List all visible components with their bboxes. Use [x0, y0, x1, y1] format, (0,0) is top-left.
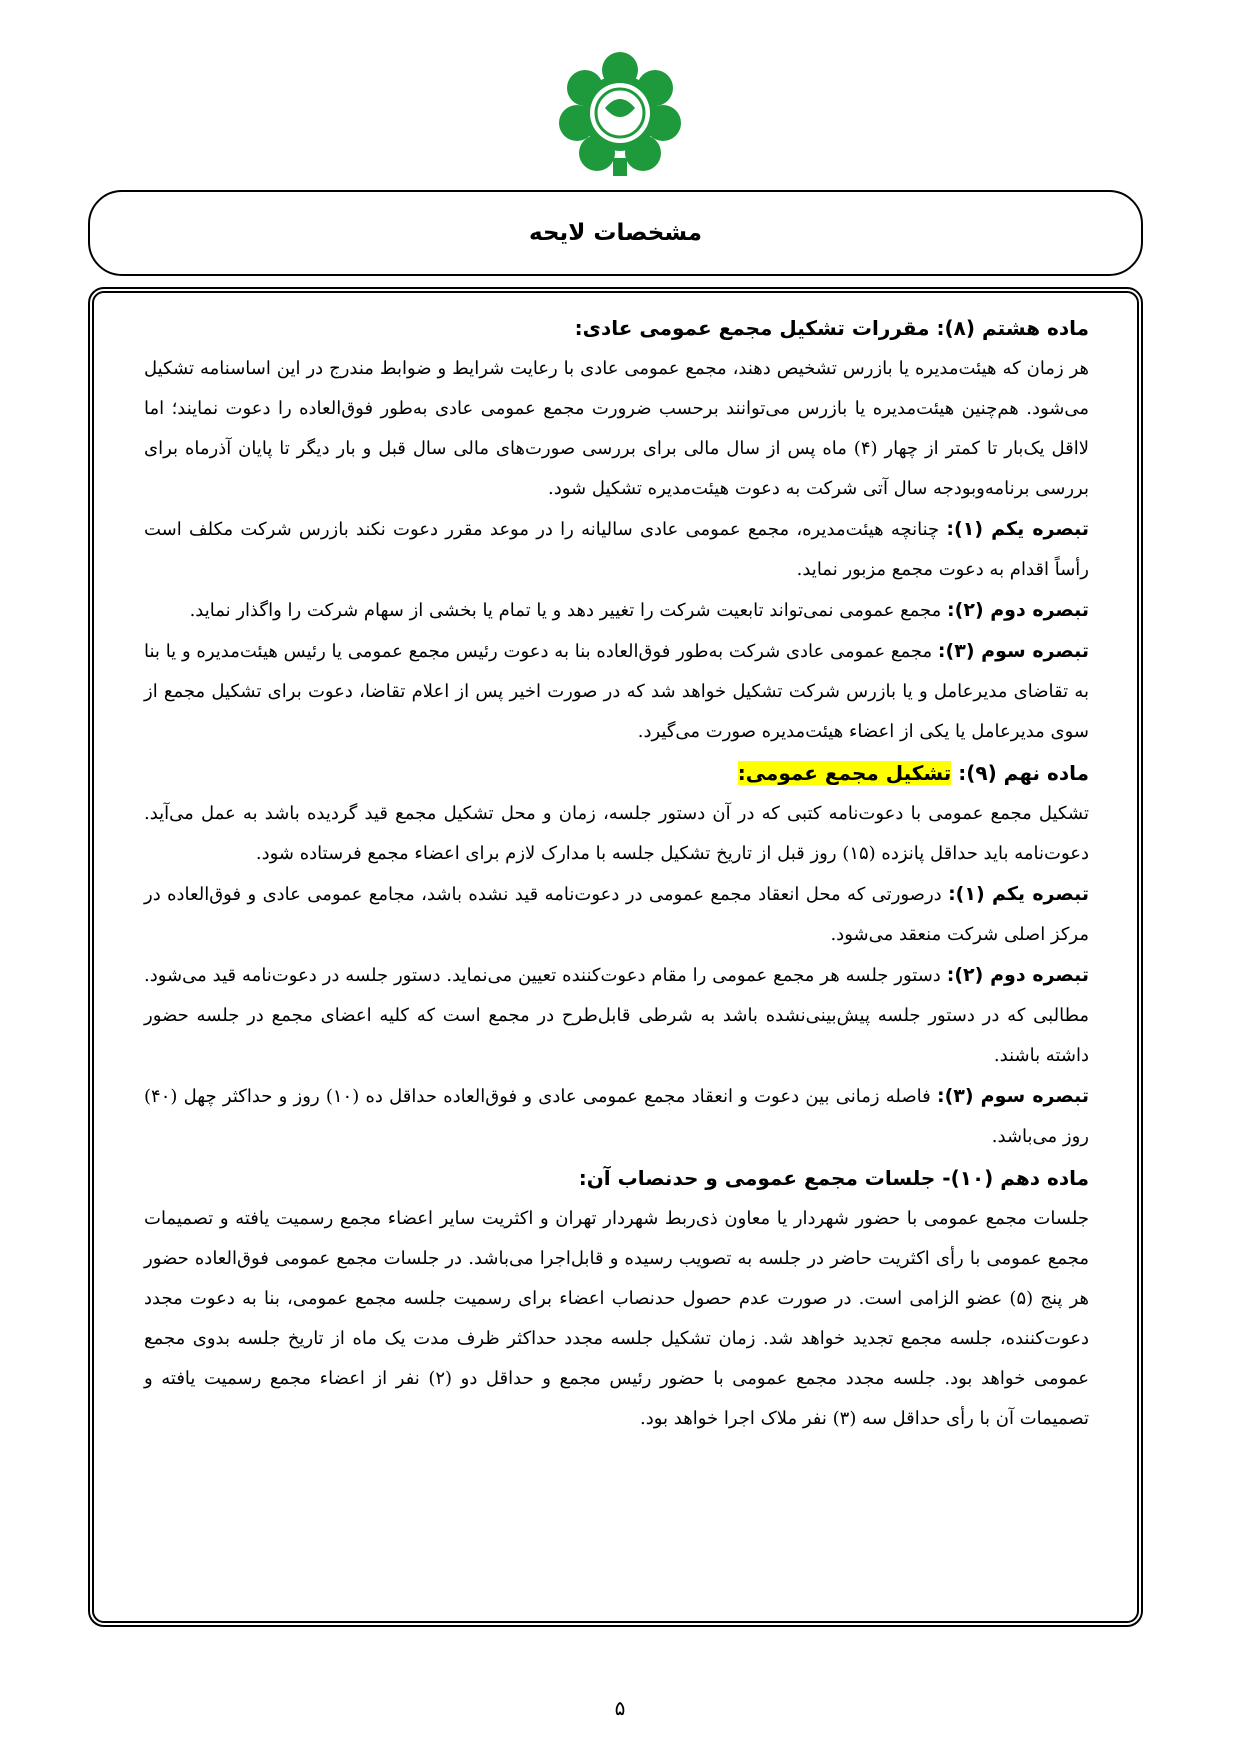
article-8-number: ماده هشتم (۸):: [936, 316, 1089, 340]
article-10-number: ماده دهم (۱۰)-: [935, 1166, 1089, 1190]
note-text: مجمع عمومی نمی‌تواند تابعیت شرکت را تغییر دهد و یا تمام یا بخشی از سهام شرکت را واگذار نماید.: [189, 600, 948, 621]
article-10-title: جلسات مجمع عمومی و حدنصاب آن:: [578, 1166, 936, 1190]
article-9-heading: [144, 752, 1089, 794]
note-text: دستور جلسه هر مجمع عمومی را مقام دعوت‌کننده تعیین می‌نماید. دستور جلسه در دعوت‌نامه قید می‌شود. مطالبی که در دستور جلسه پیش‌بینی‌نشده باشد به شرطی قابل‌طرح در مجمع است که کلیه اعضای مجمع در جلسه حضور داشته باشند.: [144, 965, 1089, 1066]
note-label: تبصره یکم (۱):: [948, 883, 1089, 905]
note-label: تبصره سوم (۳):: [937, 640, 1089, 662]
note-label: تبصره یکم (۱):: [946, 518, 1089, 540]
article-8-title: مقررات تشکیل مجمع عمومی عادی:: [574, 316, 937, 340]
note-text: چنانچه هیئت‌مدیره، مجمع عمومی عادی سالیانه را در موعد مقرر دعوت نکند بازرس شرکت مکلف است رأساً اقدام به دعوت مجمع مزبور نماید.: [144, 519, 1089, 580]
article-8-note-2: [144, 590, 1089, 631]
article-10-heading: [144, 1157, 1089, 1199]
article-8-heading: [144, 307, 1089, 349]
article-9-title-highlighted: تشکیل مجمع عمومی:: [737, 761, 952, 785]
title-box: [88, 190, 1143, 276]
article-9-note-2: [144, 955, 1089, 1076]
note-text: فاصله زمانی بین دعوت و انعقاد مجمع عمومی عادی و فوق‌العاده حداقل ده (۱۰) روز و حداکثر چهل (۴۰) روز می‌باشد.: [144, 1086, 1089, 1147]
note-label: تبصره دوم (۲):: [947, 599, 1089, 621]
article-10-body: جلسات مجمع عمومی با حضور شهردار یا معاون ذی‌ربط شهردار تهران و اکثریت سایر اعضاء مجمع رسمیت یافته و تصمیمات مجمع عمومی با رأی اکثریت حاضر در جلسه به تصویب رسیده و قابل‌اجرا می‌باشد. در جلسات مجمع عمومی فوق‌العاده حضور هر پنج (۵) عضو الزامی است. در صورت عدم حصول حدنصاب اعضاء برای رسمیت جلسه مجمع عمومی، بنا به دعوت مجدد دعوت‌کننده، جلسه مجمع تجدید خواهد شد. زمان تشکیل جلسه مجدد حداکثر ظرف مدت یک ماه از تاریخ جلسه بدوی مجمع عمومی خواهد بود. جلسه مجدد مجمع عمومی با حضور رئیس مجمع و حداقل دو (۲) نفر از اعضاء مجمع رسمیت یافته و تصمیمات آن با رأی حداقل سه (۳) نفر ملاک اجرا خواهد بود.: [144, 1208, 1089, 1429]
note-text: مجمع عمومی عادی شرکت به‌طور فوق‌العاده بنا به دعوت رئیس مجمع عمومی یا رئیس هیئت‌مدیره و یا بنا به تقاضای مدیرعامل و یا بازرس شرکت تشکیل خواهد شد که در صورت اخیر پس از اعلام تقاضا، دعوت برای تشکیل مجمع از سوی مدیرعامل یا یکی از اعضاء هیئت‌مدیره صورت می‌گیرد.: [144, 641, 1089, 742]
article-9-number: ماده نهم (۹):: [951, 761, 1089, 785]
content-box: [88, 287, 1143, 1627]
article-8-note-3: [144, 631, 1089, 752]
article-9-note-3: [144, 1076, 1089, 1157]
article-8-body: هر زمان که هیئت‌مدیره یا بازرس تشخیص دهند، مجمع عمومی عادی با رعایت شرایط و ضوابط مندرج در این اساسنامه تشکیل می‌شود. هم‌چنین هیئت‌مدیره یا بازرس می‌توانند برحسب ضرورت مجمع عمومی عادی به‌طور فوق‌العاده را دعوت نمایند؛ اما لااقل یک‌بار تا کمتر از چهار (۴) ماه پس از سال مالی برای بررسی صورت‌های مالی سال قبل و بار دیگر تا پایان آذرماه برای بررسی برنامه‌وبودجه سال آتی شرکت به دعوت هیئت‌مدیره تشکیل شود.: [144, 358, 1089, 499]
note-label: تبصره سوم (۳):: [936, 1085, 1089, 1107]
article-9-body: تشکیل مجمع عمومی با دعوت‌نامه کتبی که در آن دستور جلسه، زمان و محل تشکیل مجمع قید گردیده باشد به عمل می‌آید. دعوت‌نامه باید حداقل پانزده (۱۵) روز قبل از تاریخ تشکیل جلسه با مدارک لازم برای اعضاء مجمع فرستاده شود.: [144, 803, 1089, 864]
note-text: درصورتی که محل انعقاد مجمع عمومی در دعوت‌نامه قید نشده باشد، مجامع عمومی عادی و فوق‌العاده در مرکز اصلی شرکت منعقد می‌شود.: [144, 884, 1089, 945]
article-9-note-1: [144, 874, 1089, 955]
article-8-note-1: [144, 509, 1089, 590]
note-label: تبصره دوم (۲):: [946, 964, 1090, 986]
page-number: ۵: [614, 1696, 626, 1720]
municipality-logo: [555, 48, 685, 178]
page-title: مشخصات لایحه: [529, 220, 702, 246]
